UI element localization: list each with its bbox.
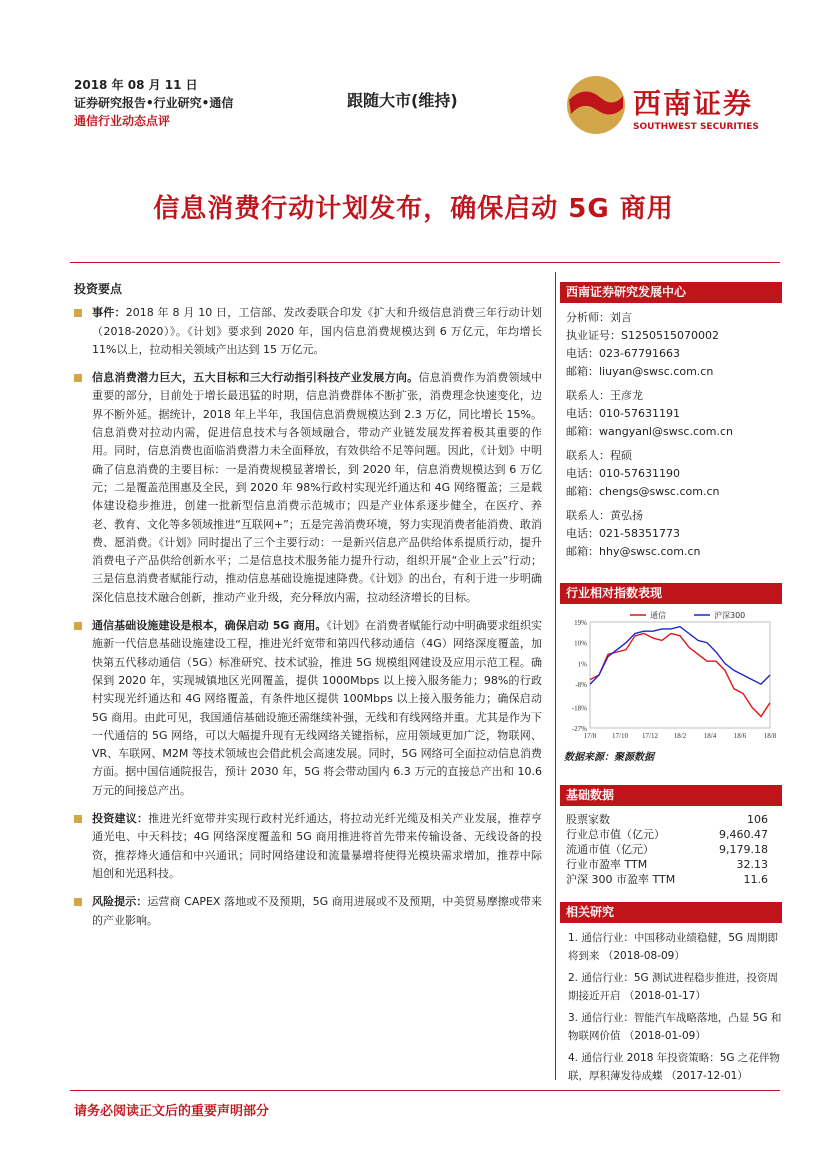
contact-group [566,507,782,561]
x-tick-label: 18/6 [733,732,747,740]
basic-label: 股票家数 [566,813,610,826]
contact-line: 电话：023-67791663 [566,347,680,360]
research-center [560,282,782,567]
x-tick-label: 18/8 [763,732,777,740]
footer-disclaimer: 请务必阅读正文后的重要声明部分 [74,1104,270,1119]
contact-line: 联系人：程硕 [566,449,632,462]
x-tick-label: 18/2 [673,732,687,740]
contact-line: 电话：010-57631190 [566,467,680,480]
paragraph-lead: 事件： [92,306,126,320]
title-divider [70,262,780,263]
table-row [560,827,782,842]
table-row [560,872,782,887]
rating: 跟随大市(维持) [347,91,458,110]
basic-label: 行业市盈率 TTM [566,858,648,871]
contact-line: 邮箱：liuyan@swsc.com.cn [566,365,714,378]
company-logo [565,70,785,140]
paragraph-lead: 信息消费潜力巨大，五大目标和三大行动指引科技产业发展方向。 [92,371,419,385]
contact-line: 邮箱：hhy@swsc.com.cn [566,545,701,558]
report-category: 证券研究报告•行业研究•通信 [74,96,234,110]
basic-value: 9,179.18 [719,843,768,856]
bullet-icon [74,309,82,317]
contact-line: 电话：010-57631191 [566,407,680,420]
basic-value: 32.13 [736,858,768,871]
paragraph-lead: 投资建议： [92,812,149,826]
legend-label: 通信 [650,611,666,620]
logo-name: 西南证券 [633,87,754,120]
contact-list [560,309,782,561]
y-tick-label: 10% [574,639,587,648]
table-row [560,812,782,827]
contact-line: 执业证号：S1250515070002 [566,329,719,342]
paragraph-lead: 风险提示： [92,895,148,909]
contact-line: 联系人：王彦龙 [566,389,643,402]
basic-value: 106 [747,813,768,826]
related-item: 3. 通信行业：智能汽车战略落地，凸显 5G 和物联网价值 （2018-01-09） [568,1012,782,1042]
report-date: 2018 年 08 月 11 日 [74,78,198,92]
bullet-icon [74,815,82,823]
basic-data-table [560,812,782,887]
paragraph [74,893,542,930]
contact-group [566,309,782,381]
paragraph-text: 2018 年 8 月 10 日，工信部、发改委联合印发《扩大和升级信息消费三年行动计划（2018-2020）》。《计划》要求到 2020 年，国内信息消费规模达到 6 万亿元，年均增长 11%以上，拉动相关领域产出达到 15 万亿元。 [92,306,543,356]
paragraph-text: 运营商 CAPEX 落地或不及预期，5G 商用进展或不及预期，中美贸易摩擦或带来的产业影响。 [92,895,542,927]
index-section [560,583,782,763]
paragraph [74,617,542,800]
paragraph-lead: 通信基础设施建设是根本，确保启动 5G 商用。 [92,619,327,633]
y-tick-label: -27% [571,725,587,733]
column-divider [555,272,556,1080]
y-tick-label: -8% [575,681,587,690]
paragraph [74,304,542,359]
contact-line: 邮箱：chengs@swsc.com.cn [566,485,720,498]
report-type: 通信行业动态点评 [74,114,171,128]
paragraph-text: 推进光纤宽带并实现行政村光纤通达，将拉动光纤光缆及相关产业发展，推荐亨通光电、中天科技；4G 网络深度覆盖和 5G 商用推进将首先带来传输设备、无线设备的投资，推荐烽火通信和中兴通讯；同时网络建设和流量暴增将使得光模块需求增加，推荐中际旭创和光迅科技。 [92,812,543,880]
related-title: 相关研究 [560,902,782,923]
x-tick-label: 18/4 [703,732,717,740]
related-item: 4. 通信行业 2018 年投资策略：5G 之花伴物联，厚积薄发待成蝶 （2017-12-01） [568,1052,780,1082]
table-row [560,857,782,872]
bullet-icon [74,622,82,630]
contact-group [566,447,782,501]
related-list [560,929,782,1085]
paragraph-text: 信息消费作为消费领域中重要的部分，目前处于增长最迅猛的时期，信息消费群体不断扩张，消费理念快速变化，边界不断外延。据统计，2018 年上半年，我国信息消费规模达到 2.3 万亿，同比增长 15%。信息消费对拉动内需，促进信息技术与各领域融合，带动产业链发展发挥着极其重要的作用。同时，信息消费也面临消费潜力未全面释放，有效供给不足等问题。因此，《计划》中明确了信息消费的主要目标：一是消费规模显著增长，到 2020 年，信息消费规模达到 6 万亿元；二是覆盖范围惠及全民，到 2020 年 98%行政村实现光纤通达和 4G 网络覆盖；三是载体建设稳步推进，创建一批新型信息消费示范城市；四是产业体系逐步健全，在医疗、养老、教育、文化等多领域推进“互联网+”；五是完善消费环境，努力实现消费者能消费、敢消费、愿消费。《计划》同时提出了三个主要行动：一是新兴信息产品供给体系提质行动，提升消费电子产品供给创新水平；二是信息技术服务能力提升行动，组织开展“企业上云”行动；三是信息消费者赋能行动，推动信息基础设施提速降费。《计划》的出台，有利于进一步明确深化信息技术融合创新，推动产业升级，充分释放内需，拉动经济增长的目标。 [92,371,543,604]
paragraph-list [74,304,542,930]
basic-value: 11.6 [743,873,768,886]
table-row [560,842,782,857]
report-title: 信息消费行动计划发布，确保启动 5G 商用 [153,194,674,224]
relative-index-chart [560,608,782,748]
index-title: 行业相对指数表现 [560,583,782,604]
center-title: 西南证券研究发展中心 [560,282,782,303]
main-content [74,280,542,940]
paragraph [74,810,542,883]
related-item: 2. 通信行业：5G 测试进程稳步推进，投资周期接近开启 （2018-01-17） [568,972,779,1002]
contact-line: 电话：021-58351773 [566,527,680,540]
x-tick-label: 17/8 [583,732,597,740]
paragraph [74,369,542,607]
legend-label: 沪深300 [714,611,746,620]
contact-line: 邮箱：wangyanl@swsc.com.cn [566,425,733,438]
chart-source: 数据来源：聚源数据 [564,752,654,763]
basic-label: 沪深 300 市盈率 TTM [566,873,676,886]
basic-value: 9,460.47 [719,828,768,841]
related-item: 1. 通信行业：中国移动业绩稳健，5G 周期即将到来 （2018-08-09） [568,932,779,962]
y-tick-label: -18% [571,704,587,713]
bullet-icon [74,898,82,906]
basic-title: 基础数据 [560,785,782,806]
y-tick-label: 1% [577,660,587,669]
basic-data-section [560,785,782,887]
basic-label: 流通市值（亿元） [566,843,654,856]
y-tick-label: 19% [574,619,587,627]
report-meta [74,76,233,130]
contact-line: 分析师：刘言 [566,311,632,324]
related-section [560,902,782,1089]
x-tick-label: 17/10 [612,732,628,740]
basic-label: 行业总市值（亿元） [566,828,665,841]
section-heading: 投资要点 [74,282,123,296]
footer-divider [70,1090,780,1091]
bullet-icon [74,374,82,382]
logo-emblem-icon [565,74,627,136]
contact-line: 联系人：黄弘扬 [566,509,643,522]
x-tick-label: 17/12 [642,732,658,740]
contact-group [566,387,782,441]
paragraph-text: 《计划》在消费者赋能行动中明确要求组织实施新一代信息基础设施建设工程，推进光纤宽带和第四代移动通信（4G）网络深度覆盖，加快第五代移动通信（5G）标准研究、技术试验，推进 5G 规模组网建设及应用示范工程。确保到 2020 年，实现城镇地区光网覆盖，提供 1000Mbps 以上接入服务能力；98%的行政村实现光纤通达和 4G 网络覆盖，有条件地区提供 100Mbps 以上接入服务能力；确保启动 5G 商用。由此可见，我国通信基础设施还需继续补强，无线和有线网络并重。尤其是作为下一代通信的 5G 网络，可以大幅提升现有无线网络关键指标，应用领域更加广泛，物联网、VR、车联网、M2M 等技术领域也会借此机会高速发展。同时，5G 网络可全面拉动信息消费方面。据中国信通院报告，预计 2030 年，5G 将会带动国内 6.3 万元的直接总产出和 10.6 万元的间接总产出。 [92,619,543,797]
logo-subtitle: SOUTHWEST SECURITIES [633,122,759,132]
